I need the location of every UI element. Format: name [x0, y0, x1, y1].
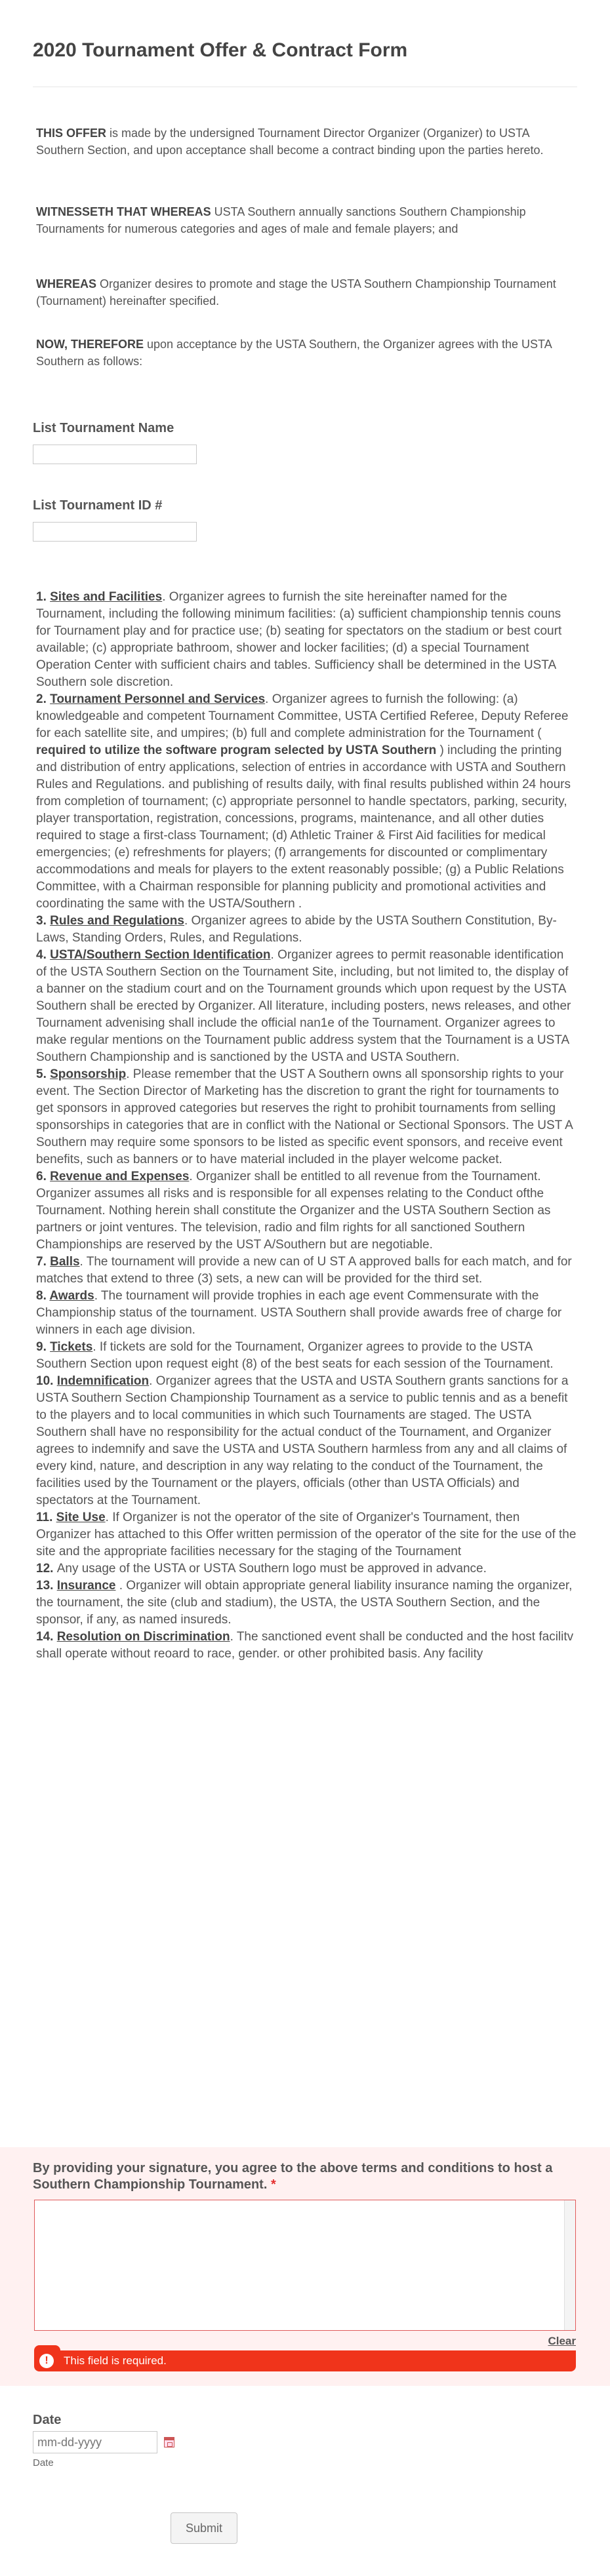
- term-personnel-services: 2. Tournament Personnel and Services. Organizer agrees to furnish the following: (a) knowledgeable and competent Tournament Committee, USTA Certified Referee, Deputy Referee for each satellite site, and umpires; (b) full and complete administration for the Tournament ( required to utilize the software program selected by USTA Southern ) including the printing and distribution of entry applications, selection of entries in accordance with USTA and Southern Rules and Regulations. and publishing of results daily, with final results published within 24 hours from completion of tournament; (c) appropriate personnel to handle spectators, parking, security, player transportation, registration, concessions, programs, maintenance, and all other duties required to stage a first-class Tournament; (d) Athletic Trainer & First Aid facilities for medical emergencies; (e) refreshments for players; (f) arrangements for discounted or complimentary accommodations and meals for players to the extent reasonably possible; (g) a Public Relations Committee, with a Chairman responsible for planning publicity and promotional activities and coordinating the same with the USTA/Southern .: [36, 692, 571, 911]
- term-balls: 7. Balls. The tournament will provide a new can of U ST A approved balls for each match, and for matches that extend to three (3) sets, a new can will be provided for the third set.: [36, 1255, 572, 1286]
- tournament-id-input[interactable]: [33, 522, 197, 542]
- intro-whereas: WHEREAS Organizer desires to promote and stage the USTA Southern Championship Tournament (Tournament) hereinafter specified.: [36, 277, 556, 307]
- calendar-icon[interactable]: [164, 2437, 174, 2447]
- tournament-id-label: List Tournament ID #: [33, 498, 163, 513]
- error-message: This field is required.: [34, 2350, 576, 2371]
- signature-scrollbar[interactable]: [564, 2200, 575, 2330]
- date-input[interactable]: [33, 2431, 157, 2453]
- term-sponsorship: 5. Sponsorship. Please remember that the UST A Southern owns all sponsorship rights to your event. The Section Director of Marketing has the discretion to grant the right for tournaments to get sponsors in approved categories but reserves the right to prohibit tournaments from selling sponsorships in categories that are in conflict with the National or Sectional Sponsors. The UST A Southern may require some sponsors to be listed as specific event sponsors, and receive event benefits, such as banners or to have material included in the player welcome packet.: [36, 1067, 573, 1166]
- page-title: 2020 Tournament Offer & Contract Form: [33, 39, 408, 61]
- intro-witnesseth: WITNESSETH THAT WHEREAS USTA Southern annually sanctions Southern Championship Tournaments for numerous categories and ages of male and female players; and: [36, 205, 526, 235]
- term-rules-regulations: 3. Rules and Regulations. Organizer agrees to abide by the USTA Southern Constitution, By-Laws, Standing Orders, Rules, and Regulations.: [36, 914, 557, 945]
- signature-label: By providing your signature, you agree to the above terms and conditions to host a Southern Championship Tournament. *: [33, 2161, 553, 2192]
- term-sites-facilities: 1. Sites and Facilities. Organizer agrees to furnish the site hereinafter named for the Tournament, including the following minimum facilities: (a) sufficient championship tennis couns for Tournament play and for practice use; (b) seating for spectators on the stadium or best court available; (c) appropriate bathroom, shower and locker facilities; (d) a special Tournament Operation Center with sufficient chairs and tables. Sufficiency shall be determined in the USTA Southern sole discretion.: [36, 590, 562, 689]
- signature-pad[interactable]: [34, 2200, 576, 2331]
- term-indemnification: 10. Indemnification. Organizer agrees that the USTA and USTA Southern grants sanctions for a USTA Southern Section Championship Tournament as a service to public tennis and as a benefit to the players and to local communities in which such Tournaments are staged. The USTA Southern shall have no responsibility for the actual conduct of the Tournament, and Organizer agrees to indemnify and save the USTA and USTA Southern harmless from any and all claims of every kind, nature, and description in any way relating to the conduct of the Tournament, the facilities used by the Tournament or the players, officials (other than USTA Officials) and spectators at the Tournament.: [36, 1374, 569, 1507]
- exclamation-icon: !: [39, 2354, 54, 2368]
- term-section-identification: 4. USTA/Southern Section Identification. Organizer agrees to permit reasonable identification of the USTA Southern Section on the Tournament Site, including, but not limited to, the display of a banner on the stadium court and on the Tournament grounds which upon request by the USTA Southern shall be erected by Organizer. All literature, including posters, news releases, and other Tournament advenising shall include the official nan1e of the Tournament. Organizer agrees to make regular mentions on the Tournament public address system that the Tournament is a USTA Southern Championship and is sanctioned by the USTA and USTA Southern.: [36, 948, 571, 1064]
- contract-terms: [36, 589, 577, 1663]
- term-revenue-expenses: 6. Revenue and Expenses. Organizer shall be entitled to all revenue from the Tournament. Organizer assumes all risks and is responsible for all expenses relating to the Conduct ofthe Tournament. Nothing herein shall constitute the Organizer and the USTA Southern Section as partners or joint ventures. The television, radio and film rights for all sanctioned Southern Championships are reserved by the UST A/Southern but are negotiable.: [36, 1170, 551, 1252]
- signature-section: [0, 2147, 610, 2386]
- term-insurance: 13. Insurance . Organizer will obtain appropriate general liability insurance naming the organizer, the tournament, the site (club and stadium), the USTA, the USTA Southern Section, and the sponsor, if any, as named insureds.: [36, 1579, 573, 1627]
- intro-now-therefore: NOW, THEREFORE upon acceptance by the USTA Southern, the Organizer agrees with the USTA Southern as follows:: [36, 338, 552, 368]
- date-label: Date: [33, 2413, 62, 2427]
- term-discrimination: 14. Resolution on Discrimination. The sanctioned event shall be conducted and the host facilitv shall operate without reoard to race, gender. or other prohibited basis. Any facility: [36, 1630, 574, 1661]
- term-tickets: 9. Tickets. If tickets are sold for the Tournament, Organizer agrees to provide to the USTA Southern Section upon request eight (8) of the best seats for each session of the Tournament.: [36, 1340, 554, 1371]
- date-sublabel: Date: [33, 2457, 54, 2468]
- term-site-use: 11. Site Use. If Organizer is not the operator of the site of Organizer's Tournament, then Organizer has attached to this Offer written permission of the operator of the site for the use of the site and the appropriate facilities necessary for the staging of the Tournament: [36, 1511, 577, 1558]
- tournament-name-label: List Tournament Name: [33, 421, 174, 435]
- clear-signature-link[interactable]: Clear: [548, 2335, 576, 2347]
- term-awards: 8. Awards. The tournament will provide trophies in each age event Commensurate with the Championship status of the tournament. USTA Southern shall provide awards free of charge for winners in each age division.: [36, 1289, 562, 1337]
- term-logo-usage: 12. Any usage of the USTA or USTA Southern logo must be approved in advance.: [36, 1562, 487, 1575]
- tournament-name-input[interactable]: [33, 445, 197, 464]
- required-mark: *: [270, 2177, 276, 2192]
- submit-button[interactable]: Submit: [171, 2512, 237, 2544]
- intro-offer: THIS OFFER is made by the undersigned Tournament Director Organizer (Organizer) to USTA Southern Section, and upon acceptance shall become a contract binding upon the parties hereto.: [36, 127, 544, 157]
